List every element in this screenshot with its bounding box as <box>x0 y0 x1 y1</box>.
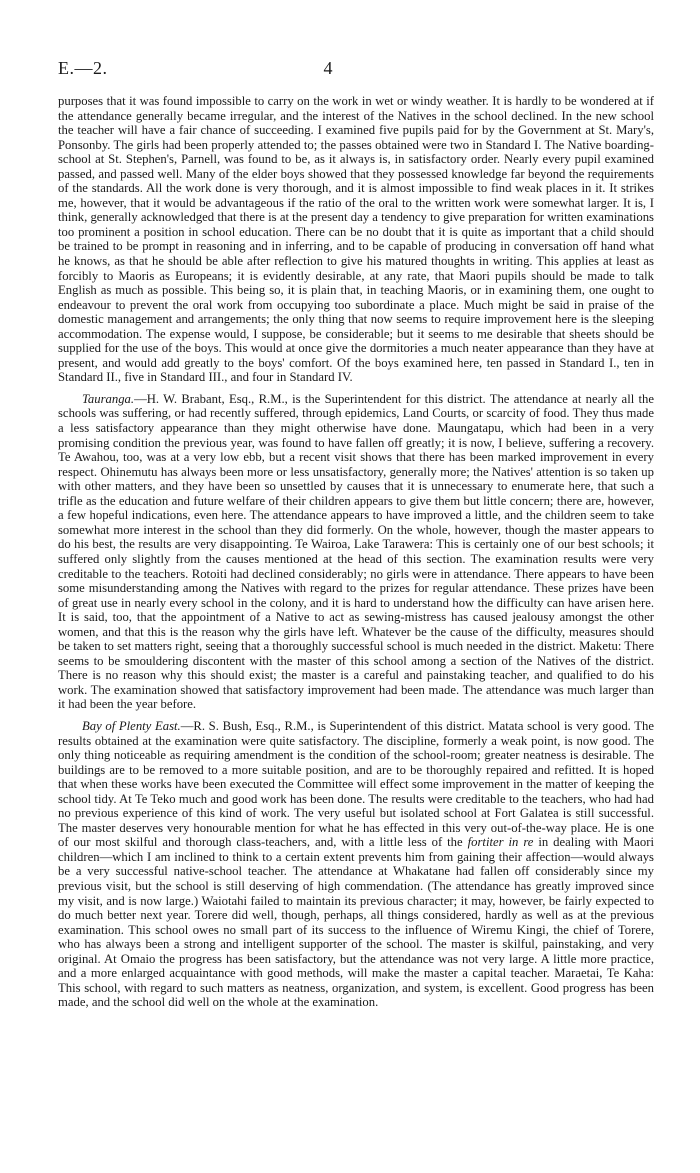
paragraph-tauranga <box>58 392 654 712</box>
paragraph-auckland-schools <box>58 94 654 385</box>
paragraph-bay-of-plenty-east <box>58 719 654 1010</box>
body-text <box>58 94 654 1010</box>
paragraph-text: —R. S. Bush, Esq., R.M., is Superintendent of this district. Matata school is very good. The results obtained at the examination were quite satisfactory. The discipline, formerly a weak point, is now good. The only thing noticeable as requiring amendment is the condition of the school-room; greater neatness is desirable. The buildings are to be removed to a more suitable position, and are to be thoroughly repaired and refitted. It is hoped that when these works have been executed the Committee will effect some improvement in the matter of keeping the school tidy. At Te Teko much and good work has been done. The results were creditable to the teachers, who had had no previous experience of this kind of work. The very useful but isolated school at Fort Galatea is still successful. The master deserves very honourable mention for what he has effected in this very out-of-the-way place. He is one of our most skilful and thorough class-teachers, and, with a little less of the <box>58 718 654 850</box>
paragraph-text-continued: in dealing with Maori children—which I am inclined to think to a certain extent prevents him from gaining their affection—would always be a very successful native-school teacher. The attendance at Whakatane had fallen off considerably since my previous visit, but the school is still deserving of high commendation. (The attendance has greatly improved since my visit, and is now large.) Waiotahi failed to maintain its previous character; it may, however, be fairly expected to do much better next year. Torere did well, though, perhaps, all things considered, hardly as well as at the previous examination. This school owes no small part of its success to the influence of Wiremu Kingi, the chief of Torere, who has always been a strong and intelligent supporter of the school. The master is skilful, painstaking, and very original. At Omaio the progress has been satisfactory, but the attendance was not very large. A little more practice, and a more enlarged acquaintance with good methods, will make the master a capital teacher. Maraetai, Te Kaha: This school, with regard to such matters as neatness, organization, and system, is excellent. Good progress has been made, and the school did well on the whole at the examination. <box>58 835 654 1010</box>
latin-phrase: fortiter in re <box>467 835 534 850</box>
region-heading: Tauranga. <box>82 391 135 406</box>
paragraph-text: purposes that it was found impossible to carry on the work in wet or windy weather. It is hardly to be wondered at if the attendance generally became irregular, and the interest of the Natives in the school declined. In the new school the teacher will have a fair chance of succeeding. I examined five pupils paid for by the Government at St. Mary's, Ponsonby. The girls had been properly attended to; the passes obtained were two in Standard I. The Native boarding-school at St. Stephen's, Parnell, was found to be, as it always is, in satisfactory order. Nearly every pupil examined passed, and passed well. Many of the elder boys showed that they possessed knowledge far beyond the requirements of the standards. All the work done is very thorough, and it is almost impossible to find weak places in it. It strikes me, however, that it would be advantageous if the ratio of the oral to the written work were somewhat larger. It is, I think, generally acknowledged that there is at the present day a tendency to give preparation for written examinations too prominent a position in school education. There can be no doubt that it is quite as important that a child should be trained to be prompt in reasoning and in inferring, and to be capable of producing in conversation off hand what he knows, as that he should be able after reflection to give his matured thoughts in writing. This applies at least as forcibly to Maoris as Europeans; it is evidently desirable, at any rate, that Maori pupils should be made to talk English as much as possible. This being so, it is plain that, in teaching Maoris, or in examining them, one ought to endeavour to prevent the oral work from occupying too subordinate a place. Much might be said in praise of the domestic management and arrangements; the only thing that now seems to require improvement here is the sleeping accommodation. The expense would, I suppose, be considerable; but it seems to me desirable that sheets should be supplied for the use of the boys. This would at once give the dormitories a much neater appearance than they have at present, and would add greatly to the boys' comfort. Of the boys examined here, ten passed in Standard I., ten in Standard II., five in Standard III., and four in Standard IV. <box>58 94 654 385</box>
region-heading: Bay of Plenty East. <box>82 718 181 733</box>
paragraph-text: —H. W. Brabant, Esq., R.M., is the Superintendent for this district. The attendance at nearly all the schools was suffering, or had recently suffered, through epidemics, Land Courts, or scarcity of food. They thus made a less satisfactory appearance than they might otherwise have done. Maungatapu, which had been in a very promising condition the previous year, was found to have fallen off greatly; it is now, I believe, suffering a recovery. Te Awahou, too, was at a very low ebb, but a recent visit shows that there has been marked improvement in every respect. Ohinemutu has always been more or less unsatisfactory, generally more; the Natives' attention is so taken up with other matters, and they have been so unsettled by causes that it is unnecessary to enumerate here, that such a trifle as the education and future welfare of their children appears to give them but little concern; there are, however, a few hopeful indications, even here. The attendance appears to have improved a little, and the children seem to take somewhat more interest in the school than they did formerly. On the whole, however, though the master appears to do his best, the results are very disappointing. Te Wairoa, Lake Tarawera: This is certainly one of our best schools; it suffered only slightly from the causes mentioned at the head of this section. The examination results were very creditable to the teachers. Rotoiti had declined considerably; no girls were in attendance. There appears to have been some misunderstanding among the Natives with regard to the prizes for regular attendance. These prizes have been of great use in nearly every school in the colony, and it is hard to understand how the difficulty can have arisen here. It is said, too, that the appointment of a Native to act as sewing-mistress has caused jealousy amongst the other women, and that this is the reason why the girls have left. Whatever be the cause of the difficulty, measures should be taken to set matters right, seeing that a thoroughly successful school is much needed in the district. Maketu: There seems to be smouldering discontent with the master of this school among a section of the Natives of the district. There is no reason why this should exist; the master is a careful and painstaking teacher, and qualified to do his work. The examination showed that satisfactory improvement had been made. The attendance was much larger than it had been the year before. <box>58 391 654 712</box>
page-header <box>58 58 654 88</box>
page-number: 4 <box>323 58 333 78</box>
document-reference: E.—2. <box>58 58 108 78</box>
